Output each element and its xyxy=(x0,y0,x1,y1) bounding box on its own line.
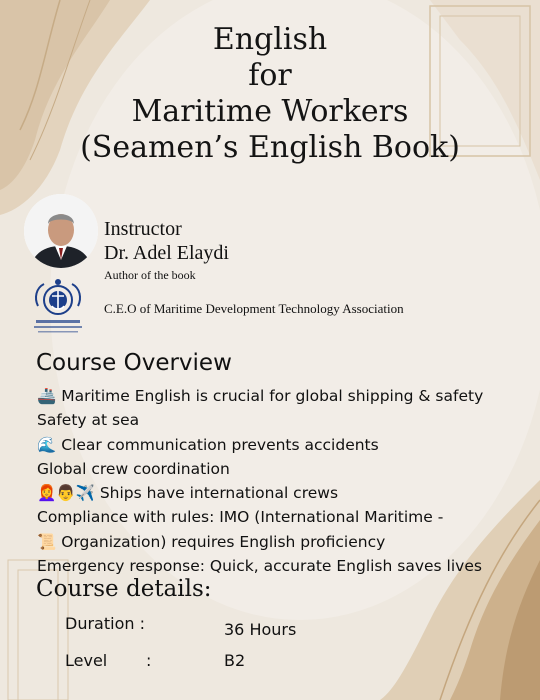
instructor-name: Dr. Adel Elaydi xyxy=(104,242,229,264)
instructor-subtitle: Author of the book xyxy=(104,268,196,282)
book-title xyxy=(0,22,540,166)
overview-line: Emergency response: Quick, accurate English saves lives xyxy=(37,557,482,576)
instructor-role: Instructor xyxy=(104,218,182,240)
course-overview-list xyxy=(37,384,483,578)
course-overview-heading: Course Overview xyxy=(36,350,232,376)
level-colon: : xyxy=(146,651,152,670)
association-logo xyxy=(26,276,90,336)
title-line-4: (Seamen’s English Book) xyxy=(80,130,460,165)
overview-line: Compliance with rules: IMO (International Maritime - xyxy=(37,508,444,527)
overview-line: 🚢 Maritime English is crucial for global shipping & safety xyxy=(37,387,484,405)
overview-line: 🌊 Clear communication prevents accidents xyxy=(37,435,379,454)
level-label: Level xyxy=(65,651,108,670)
overview-line: Global crew coordination xyxy=(37,459,230,478)
overview-line: 👩‍🦰👨✈️ Ships have international crews xyxy=(37,484,339,503)
duration-label: Duration : xyxy=(65,614,145,633)
duration-value: 36 Hours xyxy=(224,620,297,639)
ceo-title: C.E.O of Maritime Development Technology Association xyxy=(104,301,404,316)
title-line-1: English xyxy=(212,22,328,57)
level-value: B2 xyxy=(224,651,246,670)
overview-line: Safety at sea xyxy=(37,411,140,430)
instructor-photo xyxy=(24,194,98,268)
title-line-2: for xyxy=(248,58,292,93)
overview-line: 📜 Organization) requires English proficiency xyxy=(37,532,386,551)
course-details-heading: Course details: xyxy=(36,576,212,602)
title-line-3: Maritime Workers xyxy=(131,94,409,129)
